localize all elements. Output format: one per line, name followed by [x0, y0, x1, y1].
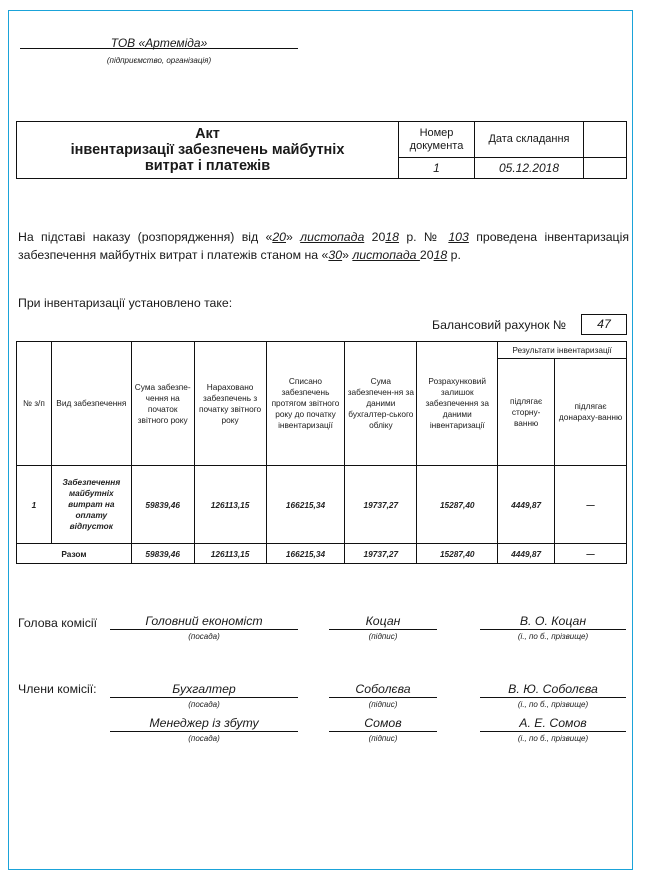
signature-line — [110, 731, 298, 732]
total-row — [17, 544, 627, 564]
basis-paragraph — [18, 228, 629, 264]
basis-text: р. — [447, 248, 461, 262]
signature-line — [480, 629, 626, 630]
chair-position: Головний економіст — [145, 614, 263, 628]
name-caption: (і., по б., прізвище) — [517, 700, 589, 709]
organization-name: ТОВ «Артеміда» — [110, 36, 208, 50]
total-additional: — — [555, 544, 627, 564]
chair-label: Голова комісії — [18, 616, 98, 630]
cell-storno: 4449,87 — [498, 466, 555, 544]
total-sum-start: 59839,46 — [131, 544, 194, 564]
basis-text: На підставі наказу (розпорядження) від « — [18, 230, 273, 244]
member-2-signature: Сомов — [364, 716, 402, 730]
cell-accrued: 126113,15 — [194, 466, 266, 544]
basis-text: 20 — [419, 248, 434, 262]
organization-underline — [20, 48, 298, 49]
order-number: 103 — [448, 230, 469, 244]
col-header-sum-books: Сума забезпечен-ня за даними бухгалтер-ського обліку — [345, 342, 417, 466]
total-storno: 4449,87 — [498, 544, 555, 564]
balance-account-value: 47 — [581, 314, 627, 335]
col-header-sum-start: Сума забезпе-чення на початок звітного року — [131, 342, 194, 466]
as-of-day: 30 — [328, 248, 343, 262]
document-date-value: 05.12.2018 — [475, 158, 584, 179]
cell-kind: Забезпечення майбутніх витрат на оплату відпусток — [51, 466, 131, 544]
order-day: 20 — [272, 230, 286, 244]
order-year: 18 — [385, 230, 399, 244]
basis-text: » — [286, 230, 301, 244]
signature-line — [329, 629, 437, 630]
member-1-name: В. Ю. Соболєва — [508, 682, 598, 696]
col-header-written-off: Списано забезпечень протягом звітного року до початку інвентаризації — [266, 342, 345, 466]
balance-account-label: Балансовий рахунок № — [432, 318, 567, 332]
as-of-month: листопада — [352, 248, 420, 262]
signature-line — [480, 731, 626, 732]
name-caption: (і., по б., прізвище) — [517, 734, 589, 743]
member-2-position: Менеджер із збуту — [149, 716, 259, 730]
col-header-additional: підлягає донараху-ванню — [555, 359, 627, 466]
signature-line — [110, 697, 298, 698]
document-empty-value — [584, 158, 627, 179]
cell-sum-books: 19737,27 — [345, 466, 417, 544]
total-label: Разом — [17, 544, 132, 564]
total-sum-books: 19737,27 — [345, 544, 417, 564]
position-caption: (посада) — [188, 632, 220, 641]
col-header-num: № з/п — [17, 342, 52, 466]
signature-caption: (підпис) — [368, 700, 398, 709]
chair-signature: Коцан — [365, 614, 401, 628]
established-text: При інвентаризації установлено таке: — [18, 296, 233, 310]
signature-line — [110, 629, 298, 630]
table-row — [17, 466, 627, 544]
signature-caption: (підпис) — [368, 632, 398, 641]
basis-text: 20 — [364, 230, 386, 244]
cell-written-off: 166215,34 — [266, 466, 345, 544]
cell-sum-start: 59839,46 — [131, 466, 194, 544]
document-title — [17, 122, 399, 179]
document-date-header: Дата складання — [475, 122, 584, 158]
document-number-header: Номер документа — [399, 122, 475, 158]
document-empty-header — [584, 122, 627, 158]
basis-text: проведена інвентаризація забезпечення майбутніх витрат і платежів станом на « — [18, 230, 629, 262]
name-caption: (і., по б., прізвище) — [517, 632, 589, 641]
member-2-name: А. Е. Сомов — [519, 716, 587, 730]
title-line-1: Акт — [195, 126, 220, 142]
cell-additional: — — [555, 466, 627, 544]
total-written-off: 166215,34 — [266, 544, 345, 564]
member-1-signature: Соболєва — [355, 682, 411, 696]
total-accrued: 126113,15 — [194, 544, 266, 564]
member-1-position: Бухгалтер — [172, 682, 236, 696]
cell-num: 1 — [17, 466, 52, 544]
members-label: Члени комісії: — [18, 682, 97, 696]
col-header-accrued: Нараховано забезпечень з початку звітного року — [194, 342, 266, 466]
position-caption: (посада) — [188, 734, 220, 743]
signature-line — [480, 697, 626, 698]
total-calc-balance: 15287,40 — [417, 544, 498, 564]
basis-text: » — [342, 248, 353, 262]
as-of-year: 18 — [433, 248, 448, 262]
document-header-table — [16, 121, 627, 179]
title-line-2: інвентаризації забезпечень майбутніх — [70, 142, 345, 158]
chair-name: В. О. Коцан — [519, 614, 587, 628]
signature-caption: (підпис) — [368, 734, 398, 743]
col-header-results: Результати інвентаризації — [498, 342, 627, 359]
position-caption: (посада) — [188, 700, 220, 709]
order-month: листопада — [300, 230, 365, 244]
col-header-calc-balance: Розрахунковий залишок забезпечення за даними інвентаризації — [417, 342, 498, 466]
signature-line — [329, 731, 437, 732]
signature-line — [329, 697, 437, 698]
organization-caption: (підприємство, організація) — [106, 56, 212, 65]
col-header-storno: підлягає сторну-ванню — [498, 359, 555, 466]
title-line-3: витрат і платежів — [144, 158, 271, 174]
document-number-value: 1 — [399, 158, 475, 179]
cell-calc-balance: 15287,40 — [417, 466, 498, 544]
inventory-table — [16, 341, 627, 564]
basis-text: р. № — [398, 230, 449, 244]
col-header-kind: Вид забезпечення — [51, 342, 131, 466]
